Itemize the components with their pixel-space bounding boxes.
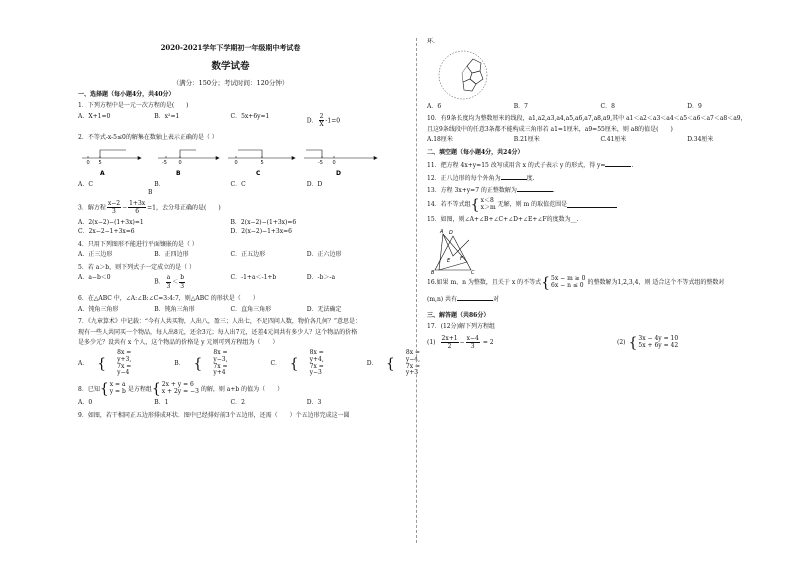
q13: 13．方程 3x+y=7 的正整数解为 .	[427, 187, 555, 194]
q3-option-b: B．2(x−2)−(1+3x)=6	[230, 218, 297, 226]
svg-text:-5: -5	[318, 160, 323, 167]
number-line-a	[82, 150, 141, 166]
q10-options	[427, 136, 774, 144]
q4-option-b: B．正四边形	[154, 251, 189, 259]
q6-option-c: C．直角三角形	[230, 305, 272, 313]
q9-continuation: 环.	[427, 38, 435, 45]
q17-part-2: (2) { 3x − 4y = 10 5x + 6y = 42	[617, 334, 679, 351]
q15-label-f: F	[460, 256, 463, 262]
q16-line-2: (m,n) 共有 对	[427, 296, 500, 303]
q8-options	[78, 399, 383, 407]
number-line-d	[304, 150, 377, 166]
svg-text:0: 0	[86, 160, 90, 167]
svg-text:5: 5	[98, 160, 102, 167]
q1-option-c: C．5x+6y=1	[230, 112, 270, 120]
q2-option-b-extra: B	[148, 189, 153, 197]
number-line-label-a: A	[100, 170, 105, 178]
q3-option-a: A．2(x−2)−(1+3x)=1	[78, 218, 144, 226]
section-2-heading: 二、填空题（每小题4分，共24分）	[427, 148, 524, 156]
q2-option-c: C．C	[230, 180, 246, 188]
q8-option-d: D．3	[306, 399, 322, 407]
q9-stem: 9．如图，若干相同正五边形排成环状．图中已经排好前3个五边形，还需（ ）个五边形完成这一圆	[78, 411, 350, 419]
q15-label-a: A	[440, 229, 444, 235]
q9-option-d: D．9	[687, 102, 702, 110]
q2-option-a: A．C	[78, 180, 93, 188]
number-line-label-b: B	[176, 170, 181, 178]
q5-option-c: C．-1+a＜-1+b	[230, 274, 277, 282]
q14: 14．若不等式组 { x＜8 x＞m 无解，则 m 的取值范围是	[427, 198, 774, 212]
q12: 12．正八边形的每个外角为 度.	[427, 174, 535, 182]
q7-option-a: A． { 8x = y+3, 7x = y−4	[78, 348, 132, 377]
q7-line-2: 现有一些人共同买一个物品，每人出8元，还余3元；每人出7元，还差4元问共有多少人？这个物品的价格	[78, 328, 358, 336]
q1-option-d: D． $\frac{2}{X}$ -1=0	[306, 112, 341, 129]
q2-options	[78, 181, 383, 189]
q10-option-b: B.21厘米	[513, 136, 540, 143]
q4-options	[78, 251, 383, 259]
q1-option-b: B．x²=1	[154, 112, 180, 120]
q15-triangle-figure	[429, 226, 499, 274]
q5-option-a: A．a−b＜0	[78, 274, 111, 282]
q12-answer-blank[interactable]	[501, 173, 527, 180]
svg-text:0: 0	[234, 160, 238, 167]
q6-stem: 6．在△ABC 中，∠A:∠B:∠C=3:4:7，则△ABC 的形状是（ ）	[78, 295, 259, 303]
q10-option-c: C.41厘米	[600, 136, 627, 143]
q11-answer-blank[interactable]	[605, 160, 631, 167]
q2-option-d: D．D	[306, 180, 323, 188]
q8-stem: 8．已知 { x = a y = b 是方程组 { 2x + y = 6 x + 2y = −3 的解，则 a+b 的值为（ ）	[78, 381, 284, 398]
q9-option-c: C．8	[600, 102, 615, 110]
q5-options	[78, 274, 383, 290]
q13-answer-blank[interactable]	[517, 185, 553, 192]
number-line-label-c: C	[256, 170, 261, 178]
q14-answer-blank[interactable]	[567, 201, 617, 208]
q9-option-b: B．7	[513, 102, 528, 110]
number-line-label-d: D	[336, 170, 341, 178]
q8-option-a: A．0	[78, 399, 93, 407]
q7-options	[78, 348, 421, 378]
q5-stem: 5．若 a＞b，则下列式子一定成立的是（ ）	[78, 263, 196, 271]
svg-text:0: 0	[332, 160, 336, 167]
q2-option-b: B．	[154, 180, 165, 188]
q2-stem: 2．不等式-x-5≤0的解集在数轴上表示正确的是（ ）	[78, 133, 218, 141]
svg-text:5: 5	[260, 160, 264, 167]
q11: 11．把方程 4x+y=15 改写成用含 x 的式子表示 y 的形式，得 y= .	[427, 162, 634, 169]
q15: 15．如图，则∠A+∠B+∠C+∠D+∠E+∠F的度数为__.	[427, 215, 579, 223]
q3-options-row2	[78, 228, 383, 236]
q8-option-b: B．1	[154, 399, 169, 407]
q2-number-lines	[78, 144, 383, 178]
q3-option-c: C．2x−2−1+3x=6	[78, 228, 135, 236]
section-1-heading: 一、选择题（每小题4分，共40分）	[78, 90, 175, 98]
q3-option-d: D．2(x−2)−1+3x=6	[230, 228, 292, 236]
q6-options	[78, 306, 383, 314]
exam-title: 2020-2021学年下学期初一年级期中考试卷	[160, 43, 301, 52]
q17-part-1: (1) $\frac{2x+1}{2}$ − $\frac{x-4}{3}$ = 2	[427, 334, 494, 350]
exam-info: （满分：150分；考试时间：120分钟）	[172, 78, 289, 87]
q3-options-row1	[78, 219, 383, 227]
section-3-heading: 三、解答题（共86分）	[427, 311, 490, 319]
q1-stem: 1．下列方程中是一元一次方程的是( )	[78, 102, 189, 110]
svg-text:0: 0	[178, 160, 182, 167]
q16-answer-blank[interactable]	[457, 294, 493, 301]
q5-option-d: D．-b＞-a	[306, 274, 336, 282]
q7-line-1: 7．《九章算术》中记载：“今有人共买物，人出八，盈三；人出七，不足四问人数，物价各几何？”意思是：	[78, 318, 361, 326]
q9-option-a: A．6	[427, 102, 442, 110]
q15-label-b: B	[431, 270, 435, 274]
right-page	[397, 0, 794, 562]
q6-option-a: A．钝角三角形	[78, 305, 119, 313]
q1-option-a: A．X+1=0	[78, 112, 111, 120]
q9-options	[427, 103, 774, 111]
q4-stem: 4．只用下列图形不能进行平面镶嵌的是（ ）	[78, 240, 198, 248]
q10-line-2: 且这9条线段中的任意3条都不能构成三角形若 a1=1厘米，a9=55厘米，则 a8的值是( )	[427, 125, 673, 133]
q8-option-c: C．2	[230, 399, 245, 407]
q15-label-d: D	[449, 230, 453, 236]
svg-text:-5: -5	[162, 160, 167, 167]
q15-label-e: E	[447, 258, 451, 264]
q15-label-c: C	[471, 270, 475, 274]
q17-stem: 17．(12分)解下列方程组	[427, 323, 495, 330]
q4-option-d: D．正六边形	[306, 251, 342, 259]
q1-options	[78, 113, 383, 129]
q10-option-d: D.34厘米	[687, 136, 714, 143]
q10-line-1: 10．有9条长度均为整数厘米的线段，a1,a2,a3,a4,a5,a6,a7,a8,a9,其中 a1＜a2＜a3＜a4＜a5＜a6＜a7＜a8＜a9，	[427, 115, 747, 122]
q9-pentagon-ring-figure	[429, 49, 499, 101]
q6-option-d: D．无法确定	[306, 305, 342, 313]
q3-stem: 3．解方程 $\frac{x-2}{3}$ − $\frac{1+3x}{6}$ =1，去分母正确的是( )	[78, 199, 221, 216]
q7-option-c: C． { 8x = y+4, 7x = y−3	[270, 348, 324, 377]
number-line-c	[228, 150, 295, 166]
number-line-b	[158, 150, 219, 166]
q4-option-a: A．正三边形	[78, 251, 113, 259]
q5-option-b: B． $\frac{a}{3}$ ＜ $\frac{b}{3}$	[154, 274, 185, 290]
exam-subject: 数学试卷	[211, 60, 250, 72]
q10-option-a: A.18厘米	[427, 136, 453, 143]
q7-option-b: B． { 8x = y−3, 7x = y+4	[174, 348, 228, 377]
q7-line-3: 是多少元？设共有 x 个人，这个物品的价格是 y 元则可列方程组为（ ）	[78, 339, 279, 347]
q4-option-c: C．正五边形	[230, 251, 266, 259]
q6-option-b: B．钝角三角形	[154, 305, 195, 313]
q16-line-1: 16.如果 m、n 为整数，且关于 x 的不等式 { 5x − m ≥ 0 6x − n ≤ 0 的整数解为1,2,3,4，则 适合这个不等式组的整数对	[427, 275, 725, 291]
q7-option-d: D． { 8x = y−4, 7x = y+3	[366, 348, 421, 377]
q17-parts	[427, 335, 774, 351]
